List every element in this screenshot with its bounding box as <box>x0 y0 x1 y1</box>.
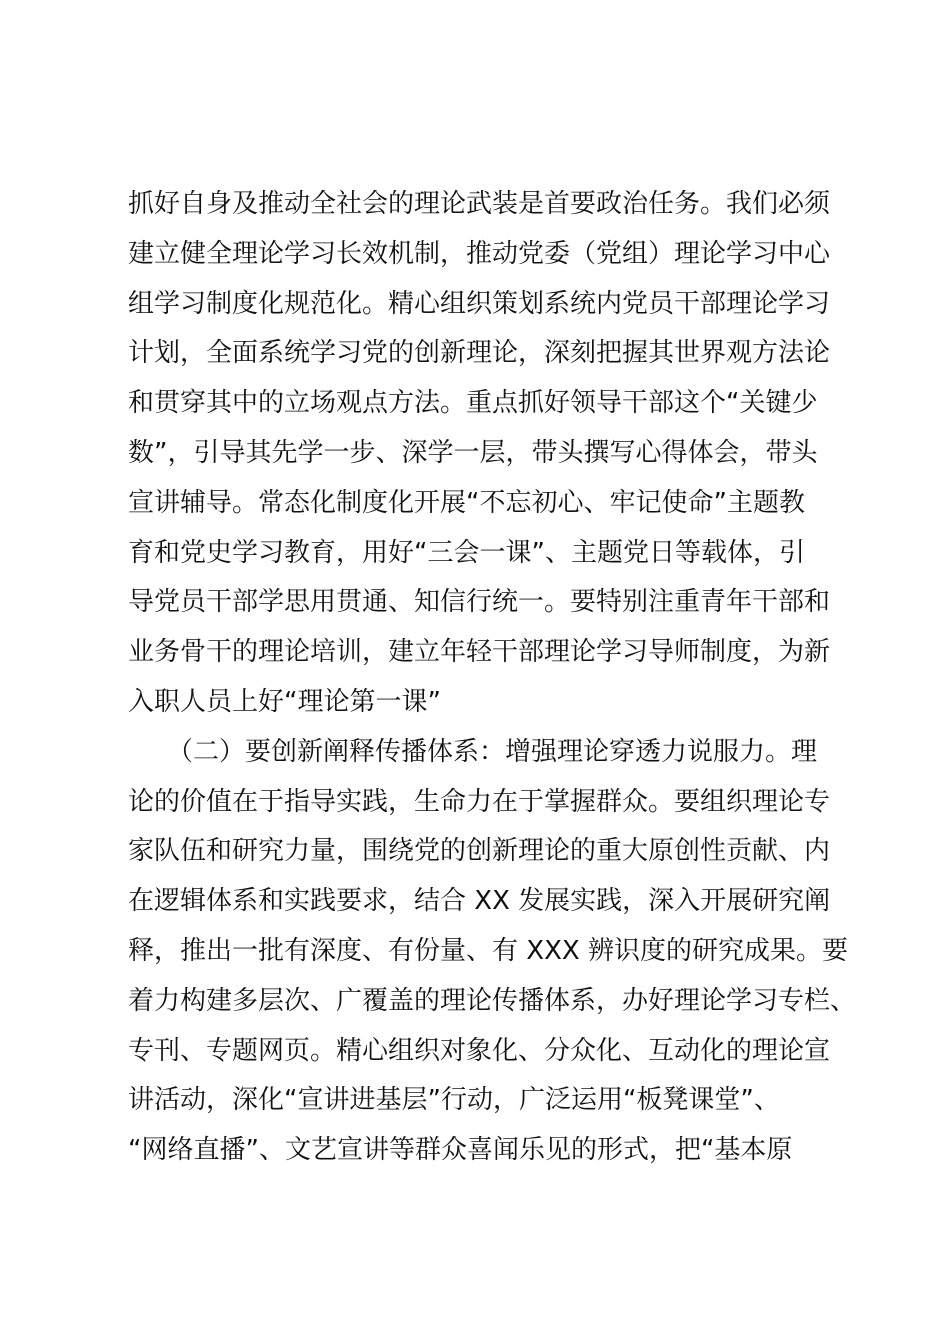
text-line: 释，推出一批有深度、有份量、有 XXX 辨识度的研究成果。要 <box>128 935 848 966</box>
text-line: “网络直播”、文艺宣讲等群众喜闻乐见的形式，把“基本原 <box>128 1135 793 1166</box>
text-line: 导党员干部学思用贯通、知信行统一。要特别注重青年干部和 <box>128 587 831 618</box>
text-line: 宣讲辅导。常态化制度化开展“不忘初心、牢记使命”主题教 <box>128 487 805 518</box>
text-line: 专刊、专题网页。精心组织对象化、分众化、互动化的理论宣 <box>128 1035 831 1066</box>
text-line: 家队伍和研究力量，围绕党的创新理论的重大原创性贡献、内 <box>128 836 831 867</box>
text-line: 建立健全理论学习长效机制，推动党委（党组）理论学习中心 <box>128 238 831 269</box>
body-text <box>128 180 857 1176</box>
text-line: 入职人员上好“理论第一课” <box>128 686 441 717</box>
text-line: 数”，引导其先学一步、深学一层，带头撰写心得体会，带头 <box>128 437 818 468</box>
text-line: 计划，全面系统学习党的创新理论，深刻把握其世界观方法论 <box>128 338 831 369</box>
text-line: 在逻辑体系和实践要求，结合 XX 发展实践，深入开展研究阐 <box>128 886 831 917</box>
text-line: 育和党史学习教育，用好“三会一课”、主题党日等载体，引 <box>128 537 805 568</box>
text-line: 论的价值在于指导实践，生命力在于掌握群众。要组织理论专 <box>128 786 831 817</box>
text-line: 组学习制度化规范化。精心组织策划系统内党员干部理论学习 <box>128 288 831 319</box>
text-line: 业务骨干的理论培训，建立年轻干部理论学习导师制度，为新 <box>128 637 831 668</box>
text-line: 着力构建多层次、广覆盖的理论传播体系，办好理论学习专栏、 <box>128 985 857 1016</box>
text-line: 讲活动，深化“宣讲进基层”行动，广泛运用“板凳课堂”、 <box>128 1085 780 1116</box>
text-line: 和贯穿其中的立场观点方法。重点抓好领导干部这个“关键少 <box>128 388 818 419</box>
text-line: 抓好自身及推动全社会的理论武装是首要政治任务。我们必须 <box>128 189 831 219</box>
section-heading-line: （二）要创新阐释传播体系：增强理论穿透力说服力。理 <box>128 736 818 767</box>
